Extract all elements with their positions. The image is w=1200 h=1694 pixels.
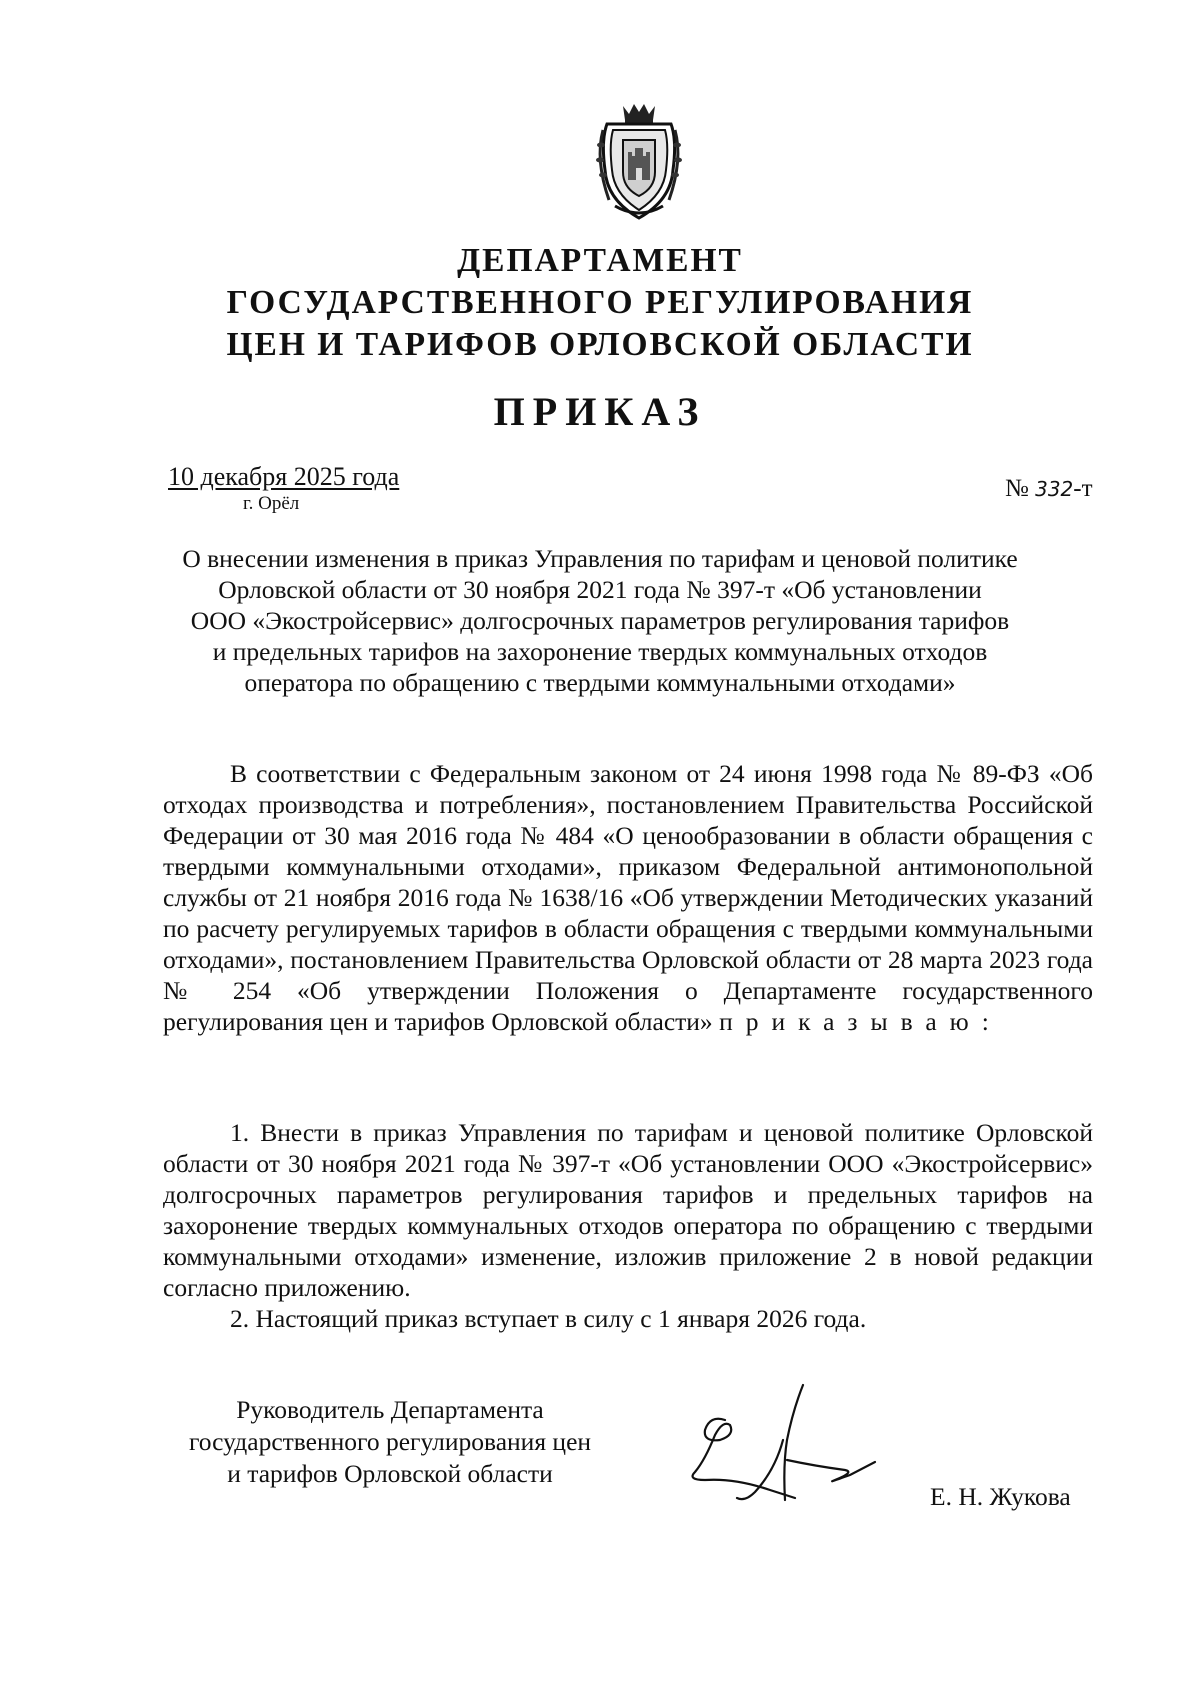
order-subject [120, 543, 1080, 698]
department-line-2: ГОСУДАРСТВЕННОГО РЕГУЛИРОВАНИЯ [226, 284, 974, 321]
subject-line-2: Орловской области от 30 ноября 2021 года № 397-т «Об установлении [218, 575, 982, 604]
document-type-title: ПРИКАЗ [493, 389, 707, 434]
order-word: приказываю: [719, 1007, 1002, 1036]
order-number-value: 332 [1035, 477, 1074, 501]
item-2-text: 2. Настоящий приказ вступает в силу с 1 января 2026 года. [230, 1304, 867, 1333]
order-date: 10 декабря 2025 года [168, 462, 400, 491]
item-2-paragraph [163, 1303, 1093, 1334]
order-number [1005, 475, 1093, 503]
department-line-3: ЦЕН И ТАРИФОВ ОРЛОВСКОЙ ОБЛАСТИ [226, 326, 974, 363]
signatory-name: Е. Н. Жукова [930, 1482, 1071, 1511]
item-1-paragraph [163, 1117, 1093, 1303]
coat-of-arms-icon [593, 100, 685, 222]
signatory-title-line-1: Руководитель Департамента [236, 1395, 544, 1424]
signatory-title-line-2: государственного регулирования цен [188, 1427, 592, 1456]
item-1-text: 1. Внести в приказ Управления по тарифам и ценовой политике Орловской области от 30 ноября 2021 года № 397-т «Об установлении ООО «Экостройсервис» долгосрочных параметров регулирования тарифов и предельных тарифов на захоронение твердых коммунальных отходов оператора по обращению с твердыми коммунальными отходами» изменение, изложив приложение 2 в новой редакции согласно приложению. [163, 1118, 1093, 1302]
subject-line-1: О внесении изменения в приказ Управления по тарифам и ценовой политике [182, 544, 1018, 573]
subject-line-5: оператора по обращению с твердыми коммунальными отходами» [244, 668, 956, 697]
order-city: г. Орёл [243, 493, 300, 514]
subject-line-3: ООО «Экостройсервис» долгосрочных параметров регулирования тарифов [190, 606, 1010, 635]
department-heading [100, 240, 1100, 366]
handwritten-signature [675, 1380, 885, 1515]
preamble-text: В соответствии с Федеральным законом от 24 июня 1998 года № 89-ФЗ «Об отходах производства и потребления», постановлением Правительства Российской Федерации от 30 мая 2016 года № 484 «О ценообразовании в области обращения с твердыми коммунальными отходами», приказом Федеральной антимонопольной службы от 21 ноября 2016 года № 1638/16 «Об утверждении Методических указаний по расчету регулируемых тарифов в области обращения с твердыми коммунальными отходами», постановлением Правительства Орловской области от 28 марта 2023 года № 254 «Об утверждении Положения о Департаменте государственного регулирования цен и тарифов Орловской области» [163, 759, 1093, 1036]
preamble-paragraph [163, 758, 1093, 1037]
order-number-suffix: -т [1073, 475, 1093, 502]
department-line-1: ДЕПАРТАМЕНТ [457, 242, 743, 279]
signatory-title [150, 1394, 630, 1490]
subject-line-4: и предельных тарифов на захоронение твердых коммунальных отходов [212, 637, 988, 666]
order-number-prefix: № [1005, 475, 1029, 502]
signatory-title-line-3: и тарифов Орловской области [227, 1459, 553, 1488]
